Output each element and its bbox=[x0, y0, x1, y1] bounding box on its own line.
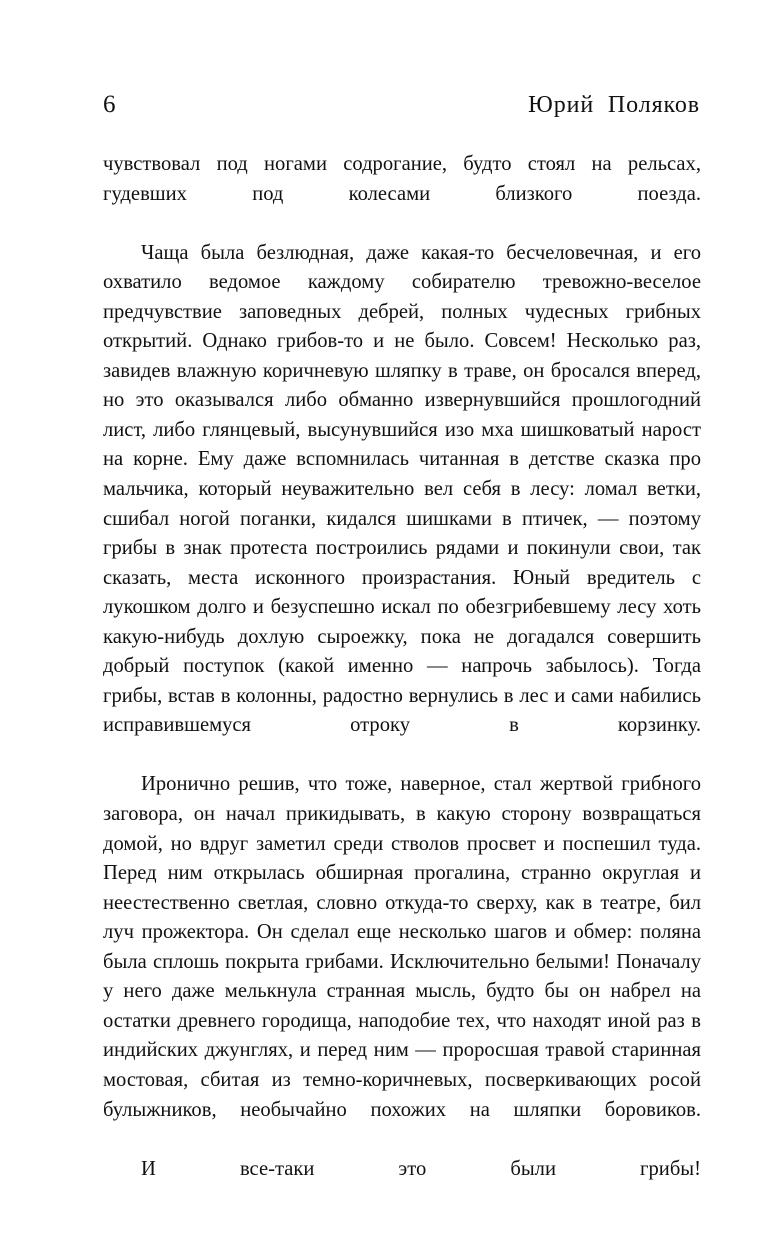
paragraph: Иронично решив, что тоже, наверное, стал жертвой грибного заговора, он начал прикидывать, в какую сторону возвращаться домой, но вдруг заметил среди стволов просвет и поспешил туда. Перед ним открылась обширная прогалина, странно округлая и неестественно светлая, словно откуда-то сверху, как в театре, бил луч прожектора. Он сделал еще несколько шагов и обмер: поляна была сплошь покрыта грибами. Исключительно белыми! Поначалу у него даже мелькнула странная мысль, будто бы он набрел на остатки древнего городища, наподобие тех, что находят иной раз в индийских джунглях, и перед ним — проросшая травой старинная мостовая, сбитая из темно-коричневых, посверкивающих росой булыжников, необычайно похожих на шляпки боровиков. bbox=[103, 773, 701, 1121]
running-head bbox=[103, 92, 700, 124]
body-text bbox=[103, 150, 701, 1214]
paragraph: чувствовал под ногами содрогание, будто стоял на рельсах, гудевших под колесами близкого поезда. bbox=[103, 153, 701, 205]
author-name: Юрий Поляков bbox=[528, 92, 700, 118]
page-number: 6 bbox=[103, 91, 116, 118]
paragraph: И все-таки это были грибы! bbox=[141, 1157, 701, 1180]
paragraph: Чаща была безлюдная, даже какая-то бесчеловечная, и его охватило ведомое каждому собирателю тревожно-веселое предчувствие заповедных дебрей, полных чудесных грибных открытий. Однако грибов-то и не было. Совсем! Несколько раз, завидев влажную коричневую шляпку в траве, он бросался вперед, но это оказывался либо обманно извернувшийся прошлогодний лист, либо глянцевый, высунувшийся изо мха шишковатый нарост на корне. Ему даже вспомнилась читанная в детстве сказка про мальчика, который неуважительно вел себя в лесу: ломал ветки, сшибал ногой поганки, кидался шишками в птичек, — поэтому грибы в знак протеста построились рядами и покинули свои, так сказать, места исконного произрастания. Юный вредитель с лукошком долго и безуспешно искал по обезгрибевшему лесу хоть какую-нибудь дохлую сыроежку, пока не догадался совершить добрый поступок (какой именно — напрочь забылось). Тогда грибы, встав в колонны, радостно вернулись в лес и сами набились исправившемуся отроку в корзинку. bbox=[103, 241, 701, 737]
